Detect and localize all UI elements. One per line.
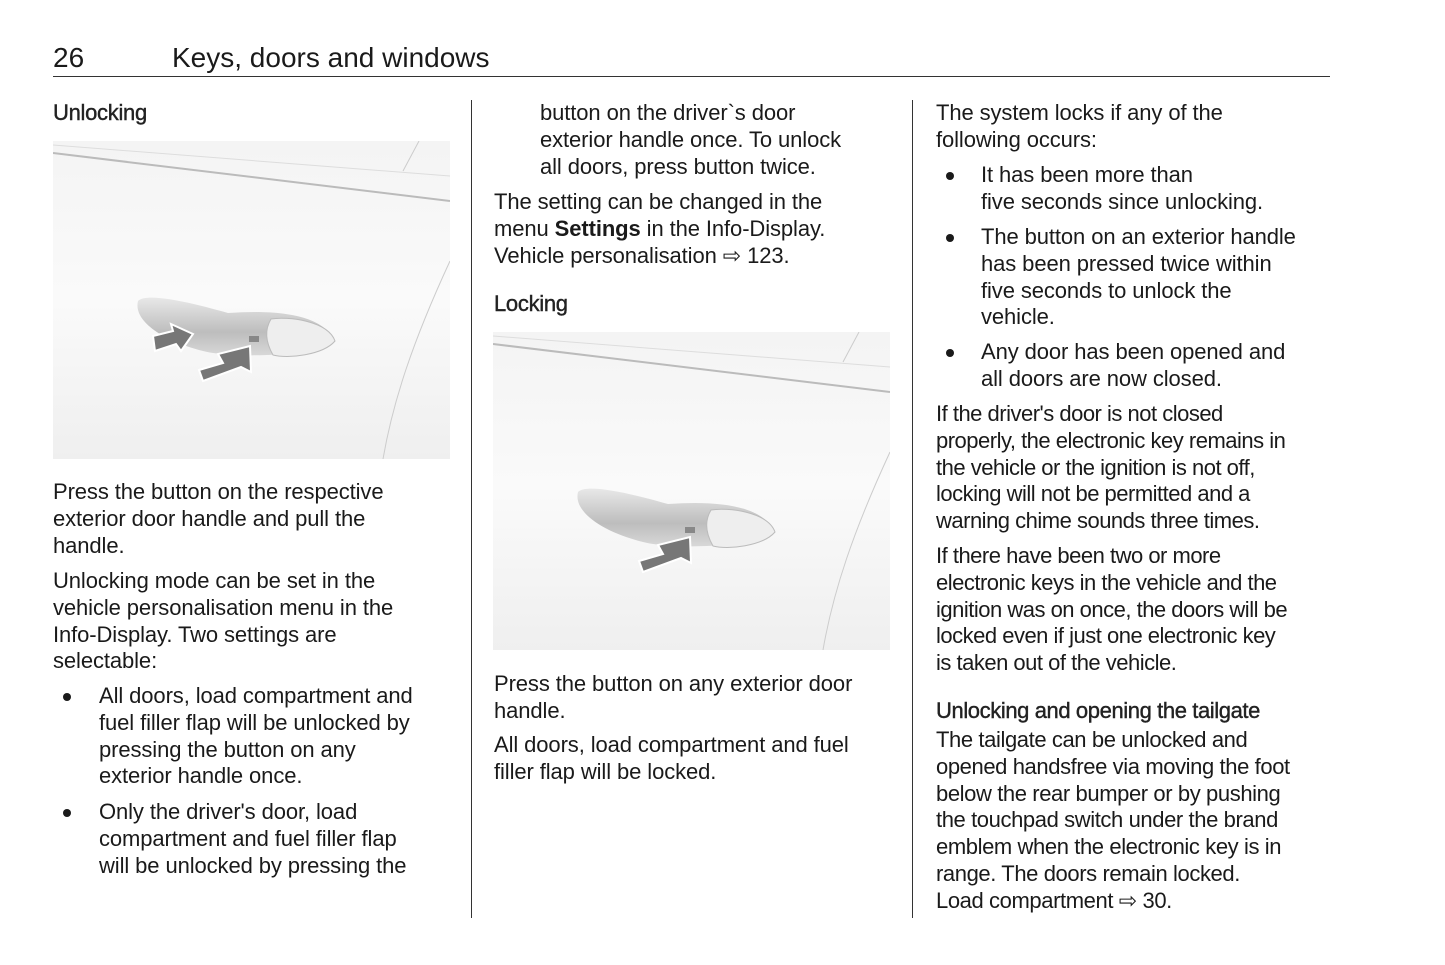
page-reference-link[interactable]: 123. (741, 242, 790, 268)
unlocking-paragraph-2: Unlocking mode can be set in the vehicle personalisation menu in the Info-Display. Two settings are selectable: (53, 568, 394, 674)
locking-paragraph-2: All doors, load compartment and fuel filler flap will be locked. (494, 732, 849, 784)
bullet-item: All doors, load compartment and fuel filler flap will be unlocked by pressing the button on any exterior handle once. (99, 683, 413, 789)
bullet-icon (946, 234, 954, 242)
column-divider (912, 100, 913, 918)
bullet-item: Any door has been opened and all doors are now closed. (981, 339, 1286, 391)
bullet-icon (946, 172, 954, 180)
bullet-item: Only the driver's door, load compartment and fuel filler flap will be unlocked by pressing the (99, 799, 407, 878)
locking-paragraph-1: Press the button on any exterior door handle. (494, 671, 853, 723)
header-rule (53, 76, 1330, 77)
settings-text: The setting can be changed in the menu (494, 189, 823, 241)
bullet-icon (63, 809, 71, 817)
door-handle-lock-illustration (493, 332, 890, 650)
system-locks-intro: The system locks if any of the following occurs: (936, 100, 1223, 152)
page-number: 26 (53, 42, 85, 73)
cross-reference-arrow-icon: ⇨ (722, 242, 742, 268)
door-handle-unlock-illustration (53, 141, 450, 459)
tailgate-text: The tailgate can be unlocked and opened handsfree via moving the foot below the rear bumper or by pushing the touchpad switch under the brand emblem when the electronic key is in range. The doors remain locked. Load compartment (936, 727, 1290, 913)
bullet-continuation: button on the driver`s door exterior handle once. To unlock all doors, press button twice. (540, 100, 842, 179)
bullet-item: It has been more than five seconds since unlocking. (981, 162, 1264, 214)
electronic-keys-paragraph: If there have been two or more electronic keys in the vehicle and the ignition was on once, the doors will be locked even if just one electronic key is taken out of the vehicle. (936, 543, 1288, 676)
tailgate-paragraph (936, 727, 1290, 915)
unlocking-paragraph-1: Press the button on the respective exterior door handle and pull the handle. (53, 479, 384, 558)
bullet-icon (63, 693, 71, 701)
page-reference-link[interactable]: 30. (1136, 887, 1172, 913)
bullet-icon (946, 349, 954, 357)
drivers-door-paragraph: If the driver's door is not closed properly, the electronic key remains in the vehicle or the ignition is not off, locking will not be permitted and a warning chime sounds three times. (936, 401, 1286, 534)
section-heading-unlocking: Unlocking (53, 100, 147, 125)
cross-reference-arrow-icon: ⇨ (1118, 887, 1137, 913)
page-title: Keys, doors and windows (172, 42, 490, 73)
settings-text: in the Info-Display. Vehicle personalisation (494, 215, 826, 268)
column-divider (471, 100, 472, 918)
section-heading-locking: Locking (494, 291, 568, 316)
settings-menu-name: Settings (554, 215, 641, 241)
bullet-item: The button on an exterior handle has been pressed twice within five seconds to unlock the vehicle. (981, 224, 1296, 330)
settings-paragraph (494, 189, 825, 269)
section-heading-tailgate: Unlocking and opening the tailgate (936, 698, 1260, 723)
